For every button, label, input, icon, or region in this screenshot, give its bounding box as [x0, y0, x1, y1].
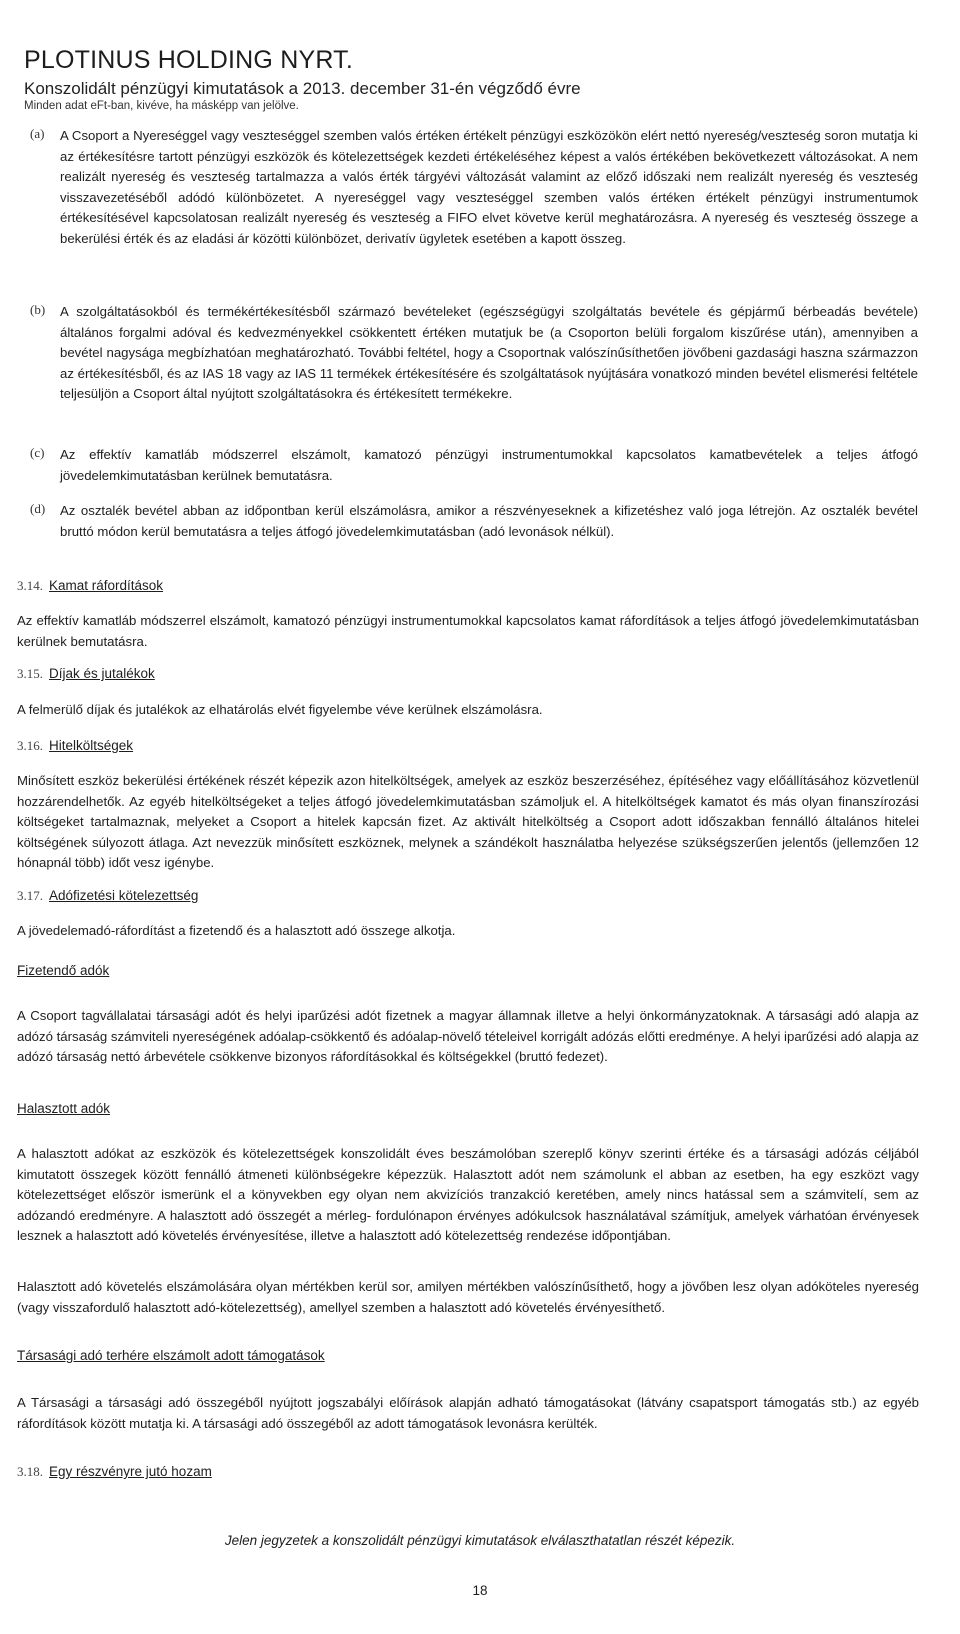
list-item-text: Az osztalék bevétel abban az időpontban kerül elszámolásra, amikor a részvényeseknek a kifizetéshez való joga létrejön. Az osztalék bevétel bruttó módon kerül bemutatásra a teljes átfogó jövedelemkimutatásban (adó levonások nélkül). [60, 503, 918, 539]
list-item-c [30, 445, 918, 486]
section-heading-3-18 [17, 1464, 212, 1480]
section-title: Egy részvényre jutó hozam [49, 1464, 212, 1479]
section-body-3-17 [17, 921, 919, 942]
section-number: 3.16. [17, 738, 43, 753]
paragraph: Az effektív kamatláb módszerrel elszámolt, kamatozó pénzügyi instrumentumokkal kapcsolatos kamat ráfordítások a teljes átfogó jövedelemkimutatásban kerülnek bemutatásra. [17, 613, 919, 649]
halasztott-adok-body-2 [17, 1277, 919, 1318]
subheading-fizetendo-adok: Fizetendő adók [17, 963, 110, 978]
section-title: Kamat ráfordítások [49, 578, 164, 593]
subheading-tarsasagi-ado-tamogatasok: Társasági adó terhére elszámolt adott támogatások [17, 1348, 325, 1363]
paragraph: A felmerülő díjak és jutalékok az elhatárolás elvét figyelembe véve kerülnek elszámolásra. [17, 702, 543, 717]
list-item-b [30, 302, 918, 405]
section-heading-3-14 [17, 578, 163, 594]
report-subtitle: Konszolidált pénzügyi kimutatások a 2013. december 31-én végződő évre [24, 79, 581, 98]
paragraph: Minősített eszköz bekerülési értékének részét képezik azon hitelköltségek, amelyek az eszköz beszerzéséhez, építéséhez vagy előállításához közvetlenül hozzárendelhetők. Az egyéb hitelköltségeket a teljes átfogó jövedelemkimutatásban számoljuk el. A hitelköltségek kamatot és más olyan finanszírozási költségeket tartalmaznak, melyeket a Csoport a hitelek kapcsán fizet. Az aktivált hitelköltség a Csoport adott időszakban fennálló általános hitelei költségének súlyozott átlaga. Azt nevezzük minősített eszköznek, melynek a szándékolt használatba helyezése szükségszerűen jelentős (jellemzően 12 hónapnál több) időt vesz igénybe. [17, 773, 919, 870]
section-body-3-14 [17, 611, 919, 652]
list-item-text: Az effektív kamatláb módszerrel elszámolt, kamatozó pénzügyi instrumentumokkal kapcsolatos kamatbevételek a teljes átfogó jövedelemkimutatásban kerülnek bemutatásra. [60, 447, 918, 483]
tarsasagi-ado-tamogatasok-body [17, 1393, 919, 1434]
section-title: Adófizetési kötelezettség [49, 888, 199, 903]
section-title: Hitelköltségek [49, 738, 134, 753]
list-marker: (c) [30, 445, 45, 460]
section-number: 3.18. [17, 1464, 43, 1479]
paragraph: A halasztott adókat az eszközök és kötelezettségek konszolidált éves beszámolóban szereplő könyv szerinti értéke és a társasági adózás céljából kimutatott összegek között fennálló átmeneti különbségekre képezzük. Halasztott adót nem számolunk el abban az esetben, ha egy eszközt vagy kötelezettséget először ismerünk el a könyvekben egy olyan nem akvizíciós tranzakció keretében, amely nincs hatással sem a számvitelí, sem az adózandó eredményre. A halasztott adó összegét a mérleg- fordulónapon érvényes adókulcsok használatával számítjuk, amelyek várhatóan érvényesek lesznek a halasztott adó követelés érvényesítése, illetve a halasztott adó kötelezettség rendezése időpontjában. [17, 1146, 919, 1243]
list-marker: (d) [30, 501, 46, 516]
footer-note: Jelen jegyzetek a konszolidált pénzügyi kimutatások elválaszthatatlan részét képezik. [224, 1533, 736, 1548]
paragraph: A jövedelemadó-ráfordítást a fizetendő és a halasztott adó összege alkotja. [17, 923, 456, 938]
list-marker: (a) [30, 126, 45, 141]
section-body-3-16 [17, 771, 919, 874]
list-item-text: A szolgáltatásokból és termékértékesítésből származó bevételeket (egészségügyi szolgáltatás bevétele és gépjármű bérbeadás bevétele) általános forgalmi adóval és kedvezményekkel csökkentett értéken mutatjuk be (a Csoporton belüli forgalom kiszűrése után), amennyiben a bevétel nagysága megbízhatóan meghatározható. További feltétel, hogy a Csoportnak valószínűsíthetően jövőbeni gazdasági haszna származzon az értékesítésből, és az IAS 18 vagy az IAS 11 termékek értékesítésére és szolgáltatások nyújtására vonatkozó minden bevétel elismerési feltétele teljesüljön a Csoport által nyújtott szolgáltatásokra és értékesített termékekre. [60, 304, 918, 401]
section-body-3-15 [17, 700, 919, 721]
section-number: 3.17. [17, 888, 43, 903]
page-number: 18 [472, 1583, 488, 1598]
section-heading-3-16 [17, 738, 133, 754]
list-item-text: A Csoport a Nyereséggel vagy veszteséggel szemben valós értéken értékelt pénzügyi eszközökön elért nettó nyereség/veszteség soron mutatja ki az értékesítésre tartott pénzügyi eszközök és kötelezettségek kezdeti értékeléséhez képest a valós értékében bekövetkezett változásokat. A nem realizált nyereség és veszteség tartalmazza a valós érték tárgyévi változását valamint az előző időszaki nem realizált nyereség és veszteség visszavezetéséből adódó különbözetet. A nyereséggel vagy veszteséggel szemben valós értéken értékelt pénzügyi instrumentumok értékesítésével kapcsolatosan realizált nyereség és veszteség a FIFO elvet követve kerül meghatározásra. A nyereség és veszteség összege a bekerülési érték és az eladási ár közötti különbözet, derivatív ügyletek esetében a kapott összeg. [60, 128, 918, 246]
section-heading-3-15 [17, 666, 155, 682]
company-name: PLOTINUS HOLDING NYRT. [24, 46, 353, 74]
list-item-a [30, 126, 918, 249]
fizetendo-adok-body [17, 1006, 919, 1068]
subheading-halasztott-adok: Halasztott adók [17, 1101, 111, 1116]
halasztott-adok-body-1 [17, 1144, 919, 1247]
list-marker: (b) [30, 302, 46, 317]
section-number: 3.15. [17, 666, 43, 681]
paragraph: A Csoport tagvállalatai társasági adót és helyi iparűzési adót fizetnek a magyar államnak illetve a helyi önkormányzatoknak. A társasági adó alapja az adózó társaság számviteli nyereségének adóalap-csökkentő és adóalap-növelő tételeivel korrigált adózás előtti eredménye. A helyi iparűzési adó alapja az adózó társaság nettó árbevétele csökkenve bizonyos ráfordításokkal és költségekkel (bruttó fedezet). [17, 1008, 919, 1064]
list-item-d [30, 501, 918, 542]
paragraph: Halasztott adó követelés elszámolására olyan mértékben kerül sor, amilyen mértékben valószínűsíthető, hogy a jövőben lesz olyan adóköteles nyereség (vagy visszafordulő halasztott adó-kötelezettség), amellyel szemben a halasztott adó követelés érvényesíthető. [17, 1279, 919, 1315]
paragraph: A Társasági a társasági adó összegéből nyújtott jogszabályi előírások alapján adható támogatásokat (látvány csapatsport támogatás stb.) az egyéb ráfordítások között mutatja ki. A társasági adó összegéből az adott támogatások levonásra kerülték. [17, 1395, 919, 1431]
section-title: Díjak és jutalékok [49, 666, 155, 681]
section-heading-3-17 [17, 888, 198, 904]
section-number: 3.14. [17, 578, 43, 593]
units-note: Minden adat eFt-ban, kivéve, ha másképp van jelölve. [24, 100, 299, 112]
